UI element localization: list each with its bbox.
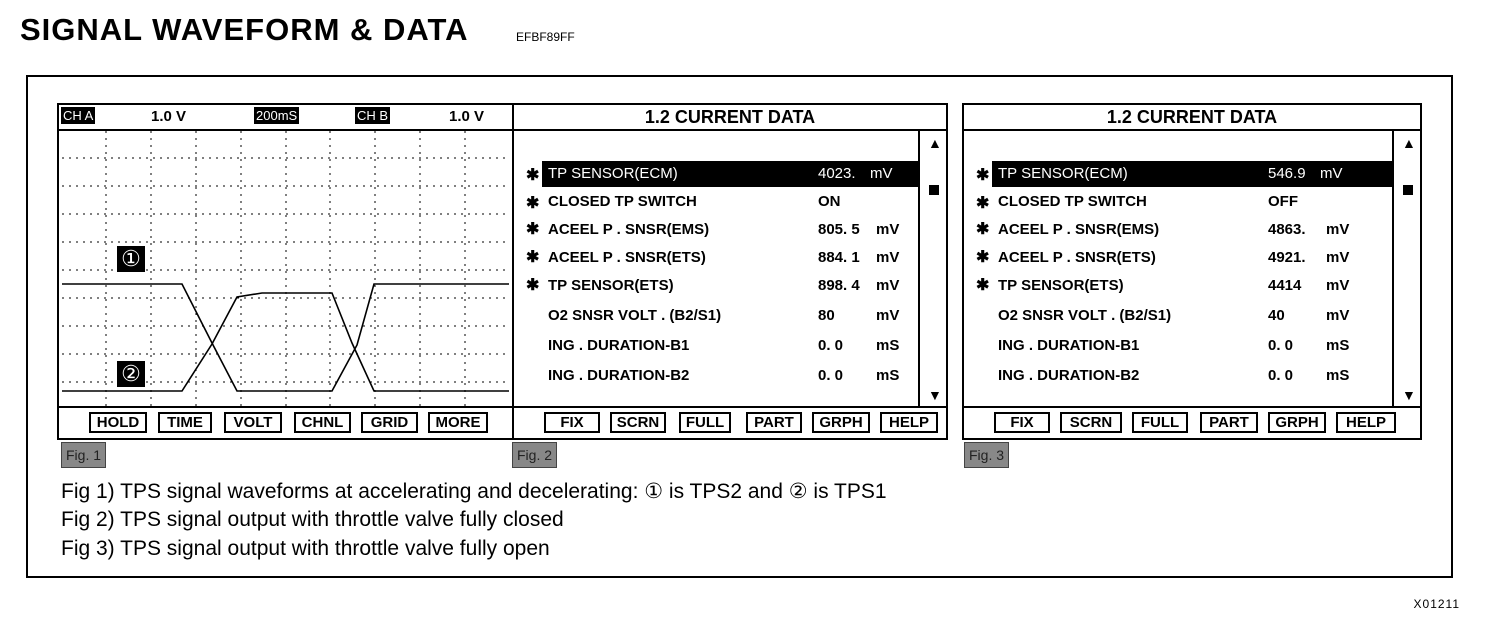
channel-b-volt: 1.0 V (449, 108, 485, 125)
help-button[interactable]: HELP (880, 412, 938, 433)
volt-button[interactable]: VOLT (224, 412, 282, 433)
data-list (542, 131, 920, 407)
data-row[interactable]: TP SENSOR(ECM) 4023. mV (542, 161, 918, 187)
fig-3-label: Fig. 3 (964, 442, 1009, 468)
full-button[interactable]: FULL (1132, 412, 1188, 433)
data-row[interactable]: TP SENSOR(ECM) 546.9 mV (992, 161, 1392, 187)
fix-button[interactable]: FIX (544, 412, 600, 433)
hold-button[interactable]: HOLD (89, 412, 147, 433)
data-row[interactable]: ING . DURATION-B2 0. 0 mS (548, 367, 900, 384)
part-button[interactable]: PART (1200, 412, 1258, 433)
scope-header (59, 105, 512, 131)
data-list (992, 131, 1394, 407)
current-data-panel-3 (962, 103, 1422, 440)
thumb-icon[interactable] (929, 185, 939, 195)
scope-panel (57, 103, 514, 440)
caption-2: Fig 2) TPS signal output with throttle valve fully closed (61, 508, 564, 531)
up-arrow-icon[interactable]: ▲ (928, 135, 942, 151)
marker-2: ② (117, 361, 145, 387)
time-scale: 200mS (256, 108, 298, 123)
help-button[interactable]: HELP (1336, 412, 1396, 433)
data-button-bar (514, 406, 946, 438)
data-row[interactable]: O2 SNSR VOLT . (B2/S1) 80 mV (548, 307, 900, 324)
data-row[interactable]: CLOSED TP SWITCH OFF (998, 193, 1298, 210)
current-data-panel-2 (512, 103, 948, 440)
scrn-button[interactable]: SCRN (1060, 412, 1122, 433)
star-icon: ✱ (976, 167, 990, 184)
channel-a-label: CH A (63, 108, 94, 123)
data-row[interactable]: ACEEL P . SNSR(ETS) 884. 1 mV (548, 249, 900, 266)
data-row[interactable]: ACEEL P . SNSR(EMS) 4863. mV (998, 221, 1350, 238)
star-icon: ✱ (976, 277, 990, 294)
star-icon: ✱ (526, 277, 540, 294)
data-row[interactable]: ING . DURATION-B1 0. 0 mS (998, 337, 1350, 354)
document-code: EFBF89FF (516, 30, 575, 44)
data-row[interactable]: ING . DURATION-B1 0. 0 mS (548, 337, 900, 354)
data-row[interactable]: O2 SNSR VOLT . (B2/S1) 40 mV (998, 307, 1350, 324)
star-icon: ✱ (976, 221, 990, 238)
data-row[interactable]: ING . DURATION-B2 0. 0 mS (998, 367, 1350, 384)
down-arrow-icon[interactable]: ▼ (1402, 387, 1416, 403)
fix-button[interactable]: FIX (994, 412, 1050, 433)
data-row[interactable]: TP SENSOR(ETS) 898. 4 mV (548, 277, 900, 294)
panel-3-title: 1.2 CURRENT DATA (964, 105, 1420, 131)
data-row[interactable]: ACEEL P . SNSR(EMS) 805. 5 mV (548, 221, 900, 238)
chnl-button[interactable]: CHNL (294, 412, 351, 433)
star-icon: ✱ (976, 249, 990, 266)
part-button[interactable]: PART (746, 412, 802, 433)
star-icon: ✱ (526, 167, 540, 184)
full-button[interactable]: FULL (679, 412, 731, 433)
more-button[interactable]: MORE (428, 412, 488, 433)
time-button[interactable]: TIME (158, 412, 212, 433)
caption-3: Fig 3) TPS signal output with throttle valve fully open (61, 537, 550, 560)
grph-button[interactable]: GRPH (812, 412, 870, 433)
marker-1: ① (117, 246, 145, 272)
up-arrow-icon[interactable]: ▲ (1402, 135, 1416, 151)
scrollbar[interactable] (1396, 131, 1420, 407)
scrn-button[interactable]: SCRN (610, 412, 666, 433)
star-icon: ✱ (526, 221, 540, 238)
data-row[interactable]: CLOSED TP SWITCH ON (548, 193, 841, 210)
channel-b-label: CH B (357, 108, 389, 123)
page-title: SIGNAL WAVEFORM & DATA (20, 12, 469, 47)
scope-button-bar (59, 406, 512, 438)
scrollbar[interactable] (922, 131, 946, 407)
caption-1: Fig 1) TPS signal waveforms at accelerating and decelerating: ① is TPS2 and ② is TPS1 (61, 480, 887, 503)
grid-button[interactable]: GRID (361, 412, 418, 433)
fig-1-label: Fig. 1 (61, 442, 106, 468)
star-icon: ✱ (526, 195, 540, 212)
channel-a-volt: 1.0 V (151, 108, 187, 125)
grph-button[interactable]: GRPH (1268, 412, 1326, 433)
fig-2-label: Fig. 2 (512, 442, 557, 468)
thumb-icon[interactable] (1403, 185, 1413, 195)
star-icon: ✱ (526, 249, 540, 266)
data-row[interactable]: ACEEL P . SNSR(ETS) 4921. mV (998, 249, 1350, 266)
footer-code: X01211 (1413, 597, 1460, 611)
data-row[interactable]: TP SENSOR(ETS) 4414 mV (998, 277, 1350, 294)
data-button-bar (964, 406, 1420, 438)
star-icon: ✱ (976, 195, 990, 212)
down-arrow-icon[interactable]: ▼ (928, 387, 942, 403)
panel-2-title: 1.2 CURRENT DATA (514, 105, 946, 131)
